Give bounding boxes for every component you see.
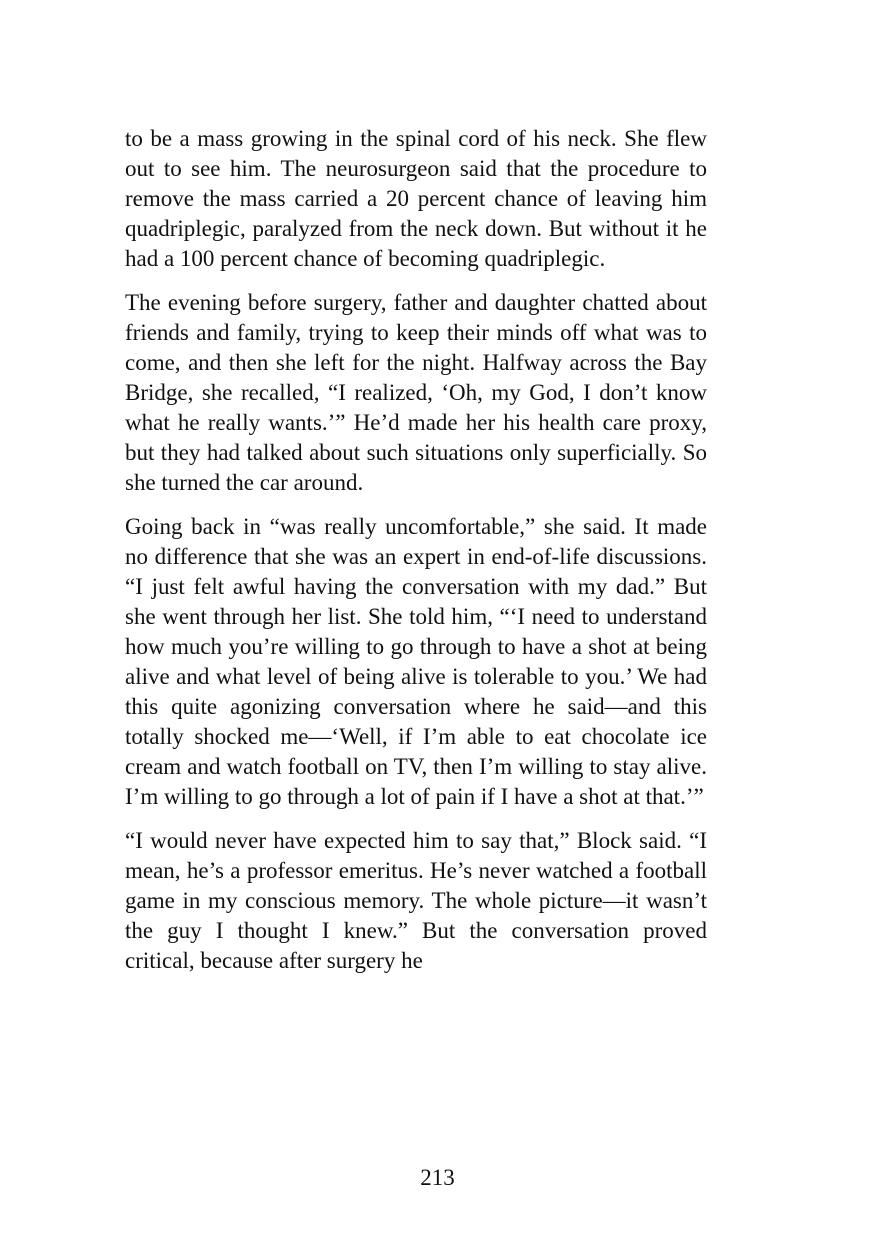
page-number: 213 [420, 1165, 455, 1190]
paragraph-3: Going back in “was really uncomfortable,” she said. It made no difference that she was an expert in end-of-life discussions. “I just felt awful having the conversation with my dad.” But she went through her list. She told him, “‘I need to understand how much you’re willing to go through to have a shot at being alive and what level of being alive is tolerable to you.’ We had this quite agonizing conversation where he said—and this totally shocked me—‘Well, if I’m able to eat chocolate ice cream and watch football on TV, then I’m willing to stay alive. I’m willing to go through a lot of pain if I have a shot at that.’” [125, 514, 707, 809]
body-text [125, 124, 707, 990]
paragraph-2: The evening before surgery, father and daughter chatted about friends and family, trying to keep their minds off what was to come, and then she left for the night. Halfway across the Bay Bridge, she recalled, “I realized, ‘Oh, my God, I don’t know what he really wants.’” He’d made her his health care proxy, but they had talked about such situations only superficially. So she turned the car around. [125, 290, 707, 495]
paragraph-1: to be a mass growing in the spinal cord of his neck. She flew out to see him. The neurosurgeon said that the procedure to remove the mass carried a 20 percent chance of leaving him quadriplegic, paralyzed from the neck down. But without it he had a 100 percent chance of becoming quadriplegic. [125, 126, 707, 271]
paragraph-4: “I would never have expected him to say that,” Block said. “I mean, he’s a professor emeritus. He’s never watched a football game in my conscious memory. The whole picture—it wasn’t the guy I thought I knew.” But the conversation proved critical, because after surgery he [125, 828, 707, 973]
